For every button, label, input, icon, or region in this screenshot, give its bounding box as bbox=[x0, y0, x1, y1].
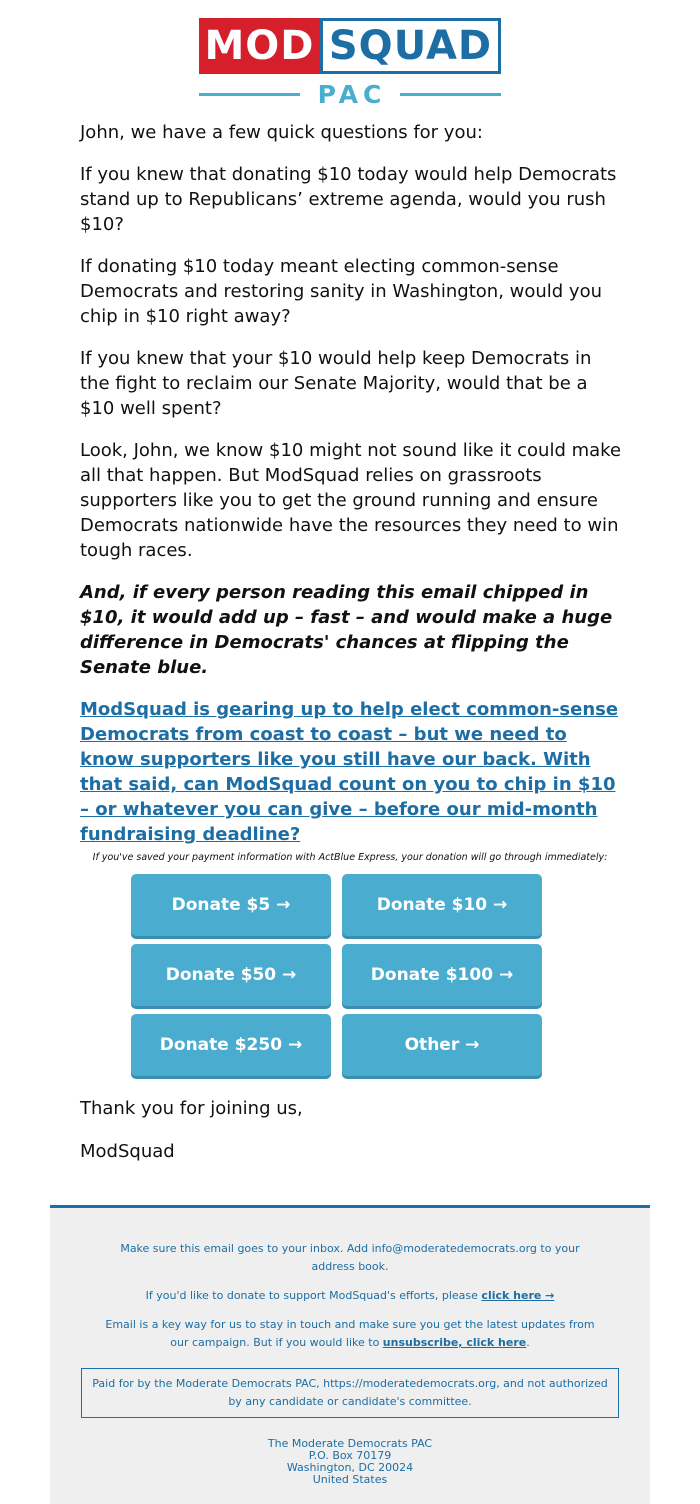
donate-50-button[interactable]: Donate $50 → bbox=[131, 944, 331, 1006]
logo-line-right bbox=[400, 93, 501, 96]
mailing-address bbox=[50, 1438, 650, 1486]
address-line: The Moderate Democrats PAC bbox=[267, 1437, 433, 1450]
actblue-express-note: If you've saved your payment information with ActBlue Express, your donation will go through immediately: bbox=[92, 852, 608, 863]
paragraph-question-3: If you knew that your $10 would help keep Democrats in the fight to reclaim our Senate Majority, would that be a $10 well spent? bbox=[80, 348, 592, 419]
donate-100-button[interactable]: Donate $100 → bbox=[342, 944, 542, 1006]
paragraph-intro: John, we have a few quick questions for you: bbox=[80, 122, 483, 143]
modsquad-pac-logo bbox=[199, 18, 501, 108]
donate-5-button[interactable]: Donate $5 → bbox=[131, 874, 331, 936]
signoff-name: ModSquad bbox=[80, 1141, 175, 1162]
email-body bbox=[80, 120, 625, 864]
signoff-thanks: Thank you for joining us, bbox=[80, 1098, 303, 1119]
footer-email-end: . bbox=[526, 1336, 530, 1349]
donate-10-button[interactable]: Donate $10 → bbox=[342, 874, 542, 936]
paragraph-emphasis: And, if every person reading this email chipped in $10, it would add up – fast – and would make a huge difference in Democrats' chances at flipping the Senate blue. bbox=[80, 582, 613, 678]
logo-pac: PAC bbox=[317, 79, 387, 109]
logo-line-left bbox=[199, 93, 300, 96]
paid-for-disclaimer: Paid for by the Moderate Democrats PAC, https://moderatedemocrats.org, and not authorized by any candidate or candidate's committee. bbox=[81, 1368, 619, 1418]
footer-donate-text: If you'd like to donate to support ModSquad's efforts, please bbox=[145, 1289, 482, 1302]
donation-appeal-link[interactable]: ModSquad is gearing up to help elect common-sense Democrats from coast to coast – but we need to know supporters like you still have our back. With that said, can ModSquad count on you to chip in $10 – or whatever you can give – before our mid-month fundraising deadline? bbox=[80, 699, 619, 845]
footer-email-line bbox=[50, 1316, 650, 1352]
footer-donate-line bbox=[50, 1287, 650, 1305]
footer bbox=[50, 1205, 650, 1504]
logo-mod: MOD bbox=[199, 18, 320, 74]
footer-inbox-note: Make sure this email goes to your inbox. Add info@moderatedemocrats.org to your address book. bbox=[120, 1242, 580, 1273]
logo-squad: SQUAD bbox=[320, 18, 501, 74]
paragraph-question-1: If you knew that donating $10 today would help Democrats stand up to Republicans’ extreme agenda, would you rush $10? bbox=[80, 164, 617, 235]
paragraph-look-john: Look, John, we know $10 might not sound like it could make all that happen. But ModSquad relies on grassroots supporters like you to get the ground running and ensure Democrats nationwide have the resources they need to win tough races. bbox=[80, 440, 622, 561]
donate-buttons-grid bbox=[131, 874, 543, 1076]
footer-email-text: Email is a key way for us to stay in touch and make sure you get the latest updates from our campaign. But if you would like to bbox=[105, 1318, 595, 1349]
donate-other-button[interactable]: Other → bbox=[342, 1014, 542, 1076]
paragraph-question-2: If donating $10 today meant electing common-sense Democrats and restoring sanity in Washington, would you chip in $10 right away? bbox=[80, 256, 602, 327]
address-line: Washington, DC 20024 bbox=[286, 1461, 414, 1474]
address-line: United States bbox=[312, 1473, 388, 1486]
footer-unsubscribe-link[interactable]: unsubscribe, click here bbox=[382, 1336, 527, 1349]
donate-250-button[interactable]: Donate $250 → bbox=[131, 1014, 331, 1076]
address-line: P.O. Box 70179 bbox=[308, 1449, 392, 1462]
footer-donate-link[interactable]: click here → bbox=[481, 1289, 555, 1302]
